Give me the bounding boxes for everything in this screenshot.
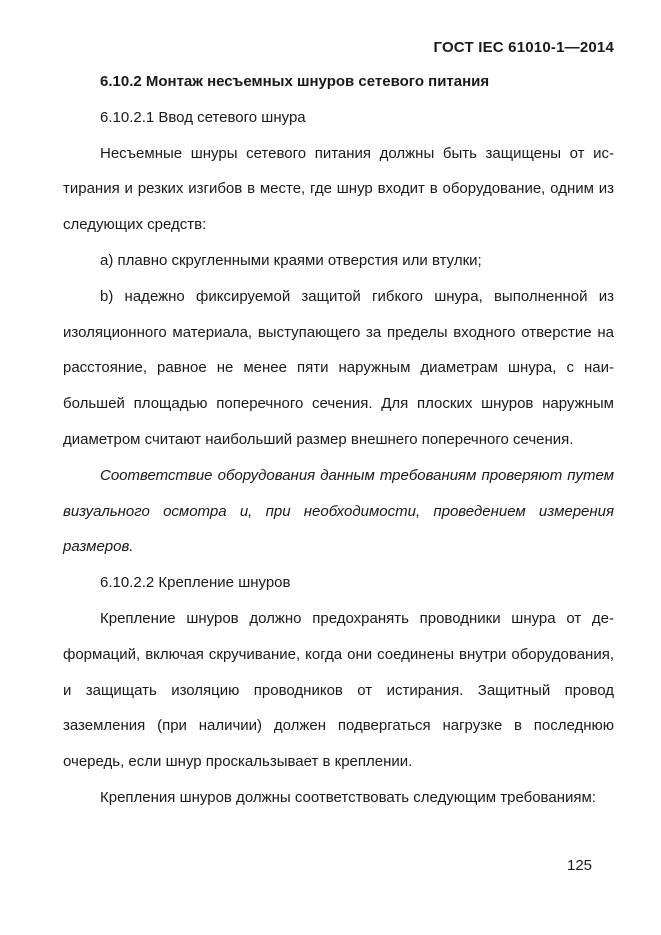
paragraph-intro: Несъемные шнуры сетевого питания должны быть защищены от истирания и резких изгибов в месте, где шнур входит в оборудование, одним из следующих средств:	[63, 144, 614, 234]
paragraph-fastening: Крепление шнуров должно предохранять проводники шнура от деформаций, включая скручивание, когда они соединены внутри оборудования, и защищать изоляцию проводников от истирания. Защитный провод заземления (при наличии) должен подвергаться нагрузке в последнюю очередь, если шнур проскальзывает в креплении.	[63, 609, 614, 771]
page-number: 125	[567, 857, 593, 874]
section-heading: 6.10.2 Монтаж несъемных шнуров сетевого питания	[100, 73, 490, 90]
paragraph-requirements: Крепления шнуров должны соответствовать следующим требованиям:	[100, 788, 596, 806]
subsection-heading: 6.10.2.2 Крепление шнуров	[100, 574, 291, 592]
compliance-check-text: Соответствие оборудования данным требованиям проверяют путем визуального осмотра и, при необходимости, проведением измерения размеров.	[63, 466, 614, 556]
list-item-b: b) надежно фиксируемой защитой гибкого шнура, выполненной из изоляционного материала, выступающего за пределы входного отверстие на расстояние, равное не менее пяти наружным диаметрам шнура, с наибольшей площадью поперечного сечения. Для плоских шнуров наружным диаметром считают наибольший размер внешнего поперечного сечения.	[63, 287, 614, 448]
document-body	[63, 64, 614, 816]
list-item-a: a) плавно скругленными краями отверстия или втулки;	[100, 251, 482, 269]
document-header: ГОСТ IEC 61010-1—2014	[433, 39, 614, 56]
subsection-heading: 6.10.2.1 Ввод сетевого шнура	[100, 108, 306, 126]
